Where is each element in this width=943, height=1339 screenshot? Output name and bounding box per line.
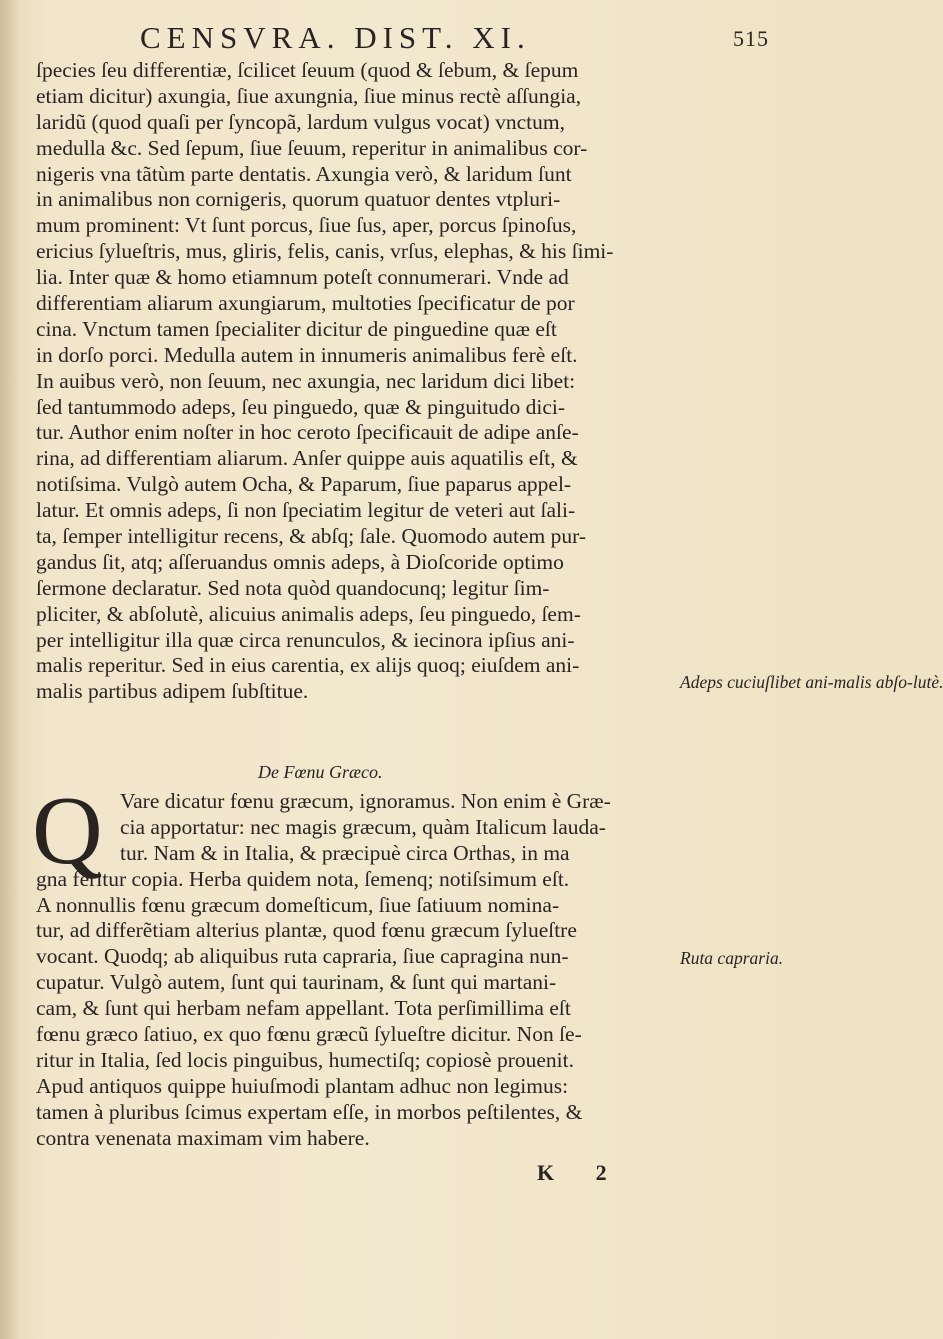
- text-line: ta, ſemper intelligitur recens, & abſq; ſale. Quomodo autem pur-: [36, 524, 587, 549]
- main-text-block: [36, 58, 676, 705]
- text-line: tur, ad differẽtiam alterius plantæ, quod fœnu græcum ſylueſtre: [36, 918, 577, 943]
- text-line: contra venenata maximam vim habere.: [36, 1125, 370, 1150]
- text-line: cia apportatur: nec magis græcum, quàm Italicum lauda-: [120, 814, 606, 839]
- text-line: cupatur. Vulgò autem, ſunt qui taurinam, & ſunt qui martani-: [36, 970, 557, 995]
- text-line: malis reperitur. Sed in eius carentia, ex alijs quoq; eiuſdem ani-: [36, 653, 580, 678]
- text-line: vocant. Quodq; ab aliquibus ruta capraria, ſiue capragina nun-: [36, 944, 569, 969]
- text-line: per intelligitur illa quæ circa renunculos, & iecinora ipſius ani-: [36, 627, 575, 652]
- text-line: ericius ſylueſtris, mus, gliris, felis, canis, vrſus, elephas, & his ſimi-: [36, 239, 614, 264]
- text-line: gna feritur copia. Herba quidem nota, ſemenq; notiſsimum eſt.: [36, 866, 570, 891]
- text-line: Ruta capra: [680, 948, 759, 968]
- text-line: tur. Author enim noſter in hoc ceroto ſpecificauit de adipe anſe-: [36, 420, 579, 445]
- text-line: gandus ſit, atq; aſſeruandus omnis adeps, à Dioſcoride optimo: [36, 549, 564, 574]
- text-line: rina, ad differentiam aliarum. Anſer quippe auis aquatilis eſt, &: [36, 446, 578, 471]
- marginal-note-adeps: [680, 670, 943, 694]
- gutter-shadow: [0, 0, 20, 1339]
- drop-cap-initial: Q: [32, 777, 103, 885]
- text-line: malis abſo-: [833, 672, 913, 692]
- text-line: ritur in Italia, ſed locis pinguibus, humectiſq; copiosè prouenit.: [36, 1047, 574, 1072]
- signature-mark: K 2: [537, 1160, 625, 1185]
- text-line: malis partibus adipem ſubſtitue.: [36, 679, 309, 704]
- text-line: cina. Vnctum tamen ſpecialiter dicitur de pinguedine quæ eſt: [36, 316, 557, 341]
- marginal-note-ruta: [680, 946, 783, 970]
- text-line: cam, & ſunt qui herbam nefam appellant. Tota perſimillima eſt: [36, 996, 571, 1021]
- text-line: pliciter, & abſolutè, alicuius animalis adeps, ſeu pinguedo, ſem-: [36, 601, 581, 626]
- fenugreek-text-block: [36, 789, 676, 1151]
- text-line: tur. Nam & in Italia, & præcipuè circa Orthas, in ma: [120, 840, 570, 865]
- text-line: Adeps cuc: [680, 672, 752, 692]
- text-line: notiſsima. Vulgò autem Ocha, & Paparum, ſiue paparus appel-: [36, 472, 572, 497]
- page-header: [0, 18, 800, 58]
- text-line: differentiam aliarum axungiarum, multoties ſpecificatur de por: [36, 291, 575, 316]
- text-line: ſpecies ſeu differentiæ, ſcilicet ſeuum (quod & ſebum, & ſepum: [36, 58, 579, 82]
- text-line: lutè.: [912, 672, 943, 692]
- text-line: ſermone declaratur. Sed nota quòd quandocunq; legitur ſim-: [36, 575, 550, 600]
- text-line: In auibus verò, non ſeuum, nec axungia, nec laridum dici libet:: [36, 368, 576, 393]
- text-line: lia. Inter quæ & homo etiamnum poteſt connumerari. Vnde ad: [36, 265, 569, 290]
- text-line: fœnu græco ſatiuo, ex quo fœnu græcũ ſylueſtre dicitur. Non ſe-: [36, 1022, 582, 1047]
- text-line: iuſlibet ani-: [751, 672, 834, 692]
- text-line: mum prominent: Vt ſunt porcus, ſiue ſus, aper, porcus ſpinoſus,: [36, 213, 577, 238]
- text-line: ria.: [758, 948, 784, 968]
- running-head: CENSVRA. DIST. XI.: [140, 20, 531, 55]
- section-heading: De Fœnu Græco.: [258, 762, 383, 782]
- text-line: A nonnullis fœnu græcum domeſticum, ſiue ſatiuum nomina-: [36, 892, 560, 917]
- text-line: latur. Et omnis adeps, ſi non ſpeciatim legitur de veteri aut ſali-: [36, 498, 576, 523]
- text-line: medulla &c. Sed ſepum, ſiue ſeuum, reperitur in animalibus cor-: [36, 135, 588, 160]
- text-line: etiam dicitur) axungia, ſiue axungnia, ſiue minus rectè aſſungia,: [36, 83, 582, 108]
- text-line: laridũ (quod quaſi per ſyncopã, lardum vulgus vocat) vnctum,: [36, 109, 566, 134]
- text-line: nigeris vna tãtùm parte dentatis. Axungia verò, & laridum ſunt: [36, 161, 572, 186]
- text-line: tamen à pluribus ſcimus expertam eſſe, in morbos peſtilentes, &: [36, 1099, 583, 1124]
- page-number: 515: [733, 26, 769, 51]
- text-line: in dorſo porci. Medulla autem in innumeris animalibus ferè eſt.: [36, 342, 578, 367]
- text-line: Vare dicatur fœnu græcum, ignoramus. Non enim è Græ-: [120, 789, 611, 813]
- text-line: ſed tantummodo adeps, ſeu pinguedo, quæ & pinguitudo dici-: [36, 394, 566, 419]
- text-line: Apud antiquos quippe huiuſmodi plantam adhuc non legimus:: [36, 1073, 569, 1098]
- text-line: in animalibus non cornigeris, quorum quatuor dentes vtpluri-: [36, 187, 561, 212]
